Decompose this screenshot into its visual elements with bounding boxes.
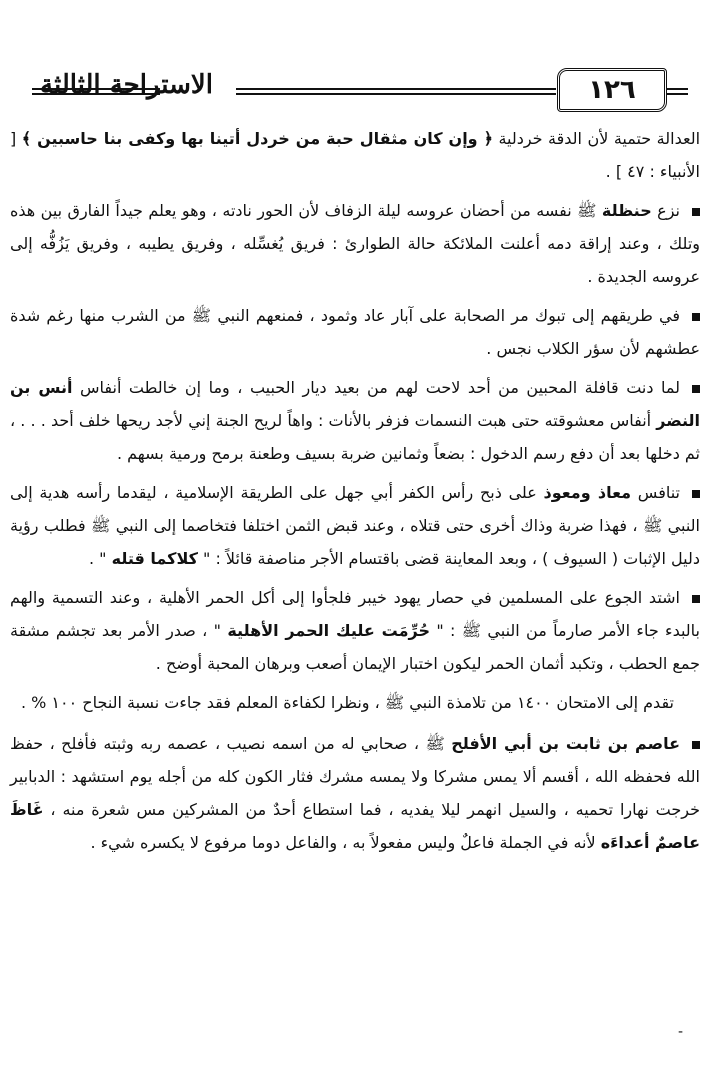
body-text: " ، صدر الأمر بعد تجشم مشقة جمع الحطب ، وتكبد أثمان الحمر ليكون اختبار الإيمان أصعب وبرهان المحبة أوضح .	[10, 621, 700, 673]
body-text: اشتد الجوع على المسلمين في حصار يهود خيبر فلجأوا إلى أكل الحمر الأهلية ، وعند التسمية والهم بالبدء جاء الأمر صارماً من النبي ﷺ : "	[10, 588, 700, 640]
emphasis-text: أنس بن النضر	[10, 378, 700, 430]
bullet-icon	[692, 741, 700, 749]
emphasis-text: غَاظَ عاصمٌ أعداءَه	[10, 800, 700, 852]
page-number: ١٢٦	[557, 68, 667, 112]
body-text: لأنه في الجملة فاعلٌ وليس مفعولاً به ، والفاعل دوما مرفوع لا يكسره شيء .	[90, 833, 601, 852]
bullet-icon	[692, 595, 700, 603]
body-text: [ الأنبياء : ٤٧ ] .	[10, 129, 700, 181]
paragraph-p0	[10, 122, 700, 188]
body-text: ﷺ ، صحابي له من اسمه نصيب ، عصمه ربه وثبته فأفلح ، حفظ الله فحفظه الله ، أقسم ألا يمس مشركا ولا يمسه مشرك فثار الكون كله من أجله يوم استشهد : الدبابير خرجت نهارا تحميه ، والسيل انهمر ليلا يفديه ، فما استطاع أحدٌ من المشركين مس شعرة منه ،	[10, 734, 700, 819]
emphasis-text: عاصم بن ثابت بن أبي الأفلح	[451, 734, 681, 753]
body-text: ﷺ نفسه من أحضان عروسه ليلة الزفاف لأن الحور نادته ، وهو يعلم جيداً الفارق بين هذه وتلك ، وعند إراقة دمه أعلنت الملائكة حالة الطوارئ : فريق يُغسِّله ، وفريق يطيبه ، وفريق يَزُفُّه إلى عروسه الجديدة .	[10, 201, 700, 286]
body-text: " .	[88, 549, 112, 568]
body-text: العدالة حتمية لأن الدقة خردلية	[492, 129, 701, 148]
paragraph-p2	[10, 299, 700, 365]
paragraph-p4	[10, 476, 700, 575]
bullet-icon	[692, 385, 700, 393]
body-text: على ذبح رأس الكفر أبي جهل على الطريقة الإسلامية ، ليقدما رأسه هدية إلى النبي ﷺ ، فهذا ضربة وذاك أخرى حتى قتلاه ، وعند قبض الثمن اختلفا فتخاصما إلى النبي ﷺ فطلب رؤية دليل الإثبات ( السيوف ) ، وبعد المعاينة قضى باقتسام الأجر مناصفة قائلاً : "	[10, 483, 700, 568]
bullet-icon	[692, 208, 700, 216]
paragraph-p1	[10, 194, 700, 293]
emphasis-text: كلاكما قتله	[111, 549, 198, 568]
bullet-icon	[692, 490, 700, 498]
body-text: نزع	[651, 201, 681, 220]
running-title: الاستراحة الثالثة	[40, 70, 213, 100]
emphasis-text: حنظلة	[601, 201, 652, 220]
body-text: لما دنت قافلة المحبين من أحد لاحت لهم من بعيد ديار الحبيب ، وما إن خالطت أنفاس	[72, 378, 681, 397]
body-text: أنفاس معشوقته حتى هبت النسمات فزفر بالأنات : واهاً لريح الجنة إني لأجد ريحها خلف أحد . . . ، ثم دخلها بعد أن دفع رسم الدخول : بضعاً وثمانين ضربة بسيف وطعنة برمح ورمية بسهم .	[10, 411, 700, 463]
paragraph-p6	[10, 686, 700, 719]
emphasis-text: ﴿ وإن كان مثقال حبة من خردل أتينا بها وكفى بنا حاسبين ﴾	[21, 129, 493, 148]
header-rule-middle	[236, 88, 556, 95]
header-rule-right	[666, 88, 688, 95]
paragraph-p5	[10, 581, 700, 680]
emphasis-text: حُرِّمَت عليك الحمر الأهلية	[227, 621, 430, 640]
footer-mark: -	[678, 1024, 684, 1040]
body-text: تنافس	[631, 483, 680, 502]
body-text: في طريقهم إلى تبوك مر الصحابة على آبار عاد وثمود ، فمنعهم النبي ﷺ من الشرب منها رغم شدة عطشهم لأن سؤر الكلاب نجس .	[10, 306, 700, 358]
bullet-icon	[692, 313, 700, 321]
page-header	[14, 66, 690, 114]
emphasis-text: معاذ ومعوذ	[543, 483, 632, 502]
paragraph-p3	[10, 371, 700, 470]
paragraph-p7	[10, 727, 700, 859]
page-body	[10, 122, 700, 865]
body-text: تقدم إلى الامتحان ١٤٠٠ من تلامذة النبي ﷺ ، ونظرا لكفاءة المعلم فقد جاءت نسبة النجاح ١٠٠ % .	[20, 693, 674, 712]
